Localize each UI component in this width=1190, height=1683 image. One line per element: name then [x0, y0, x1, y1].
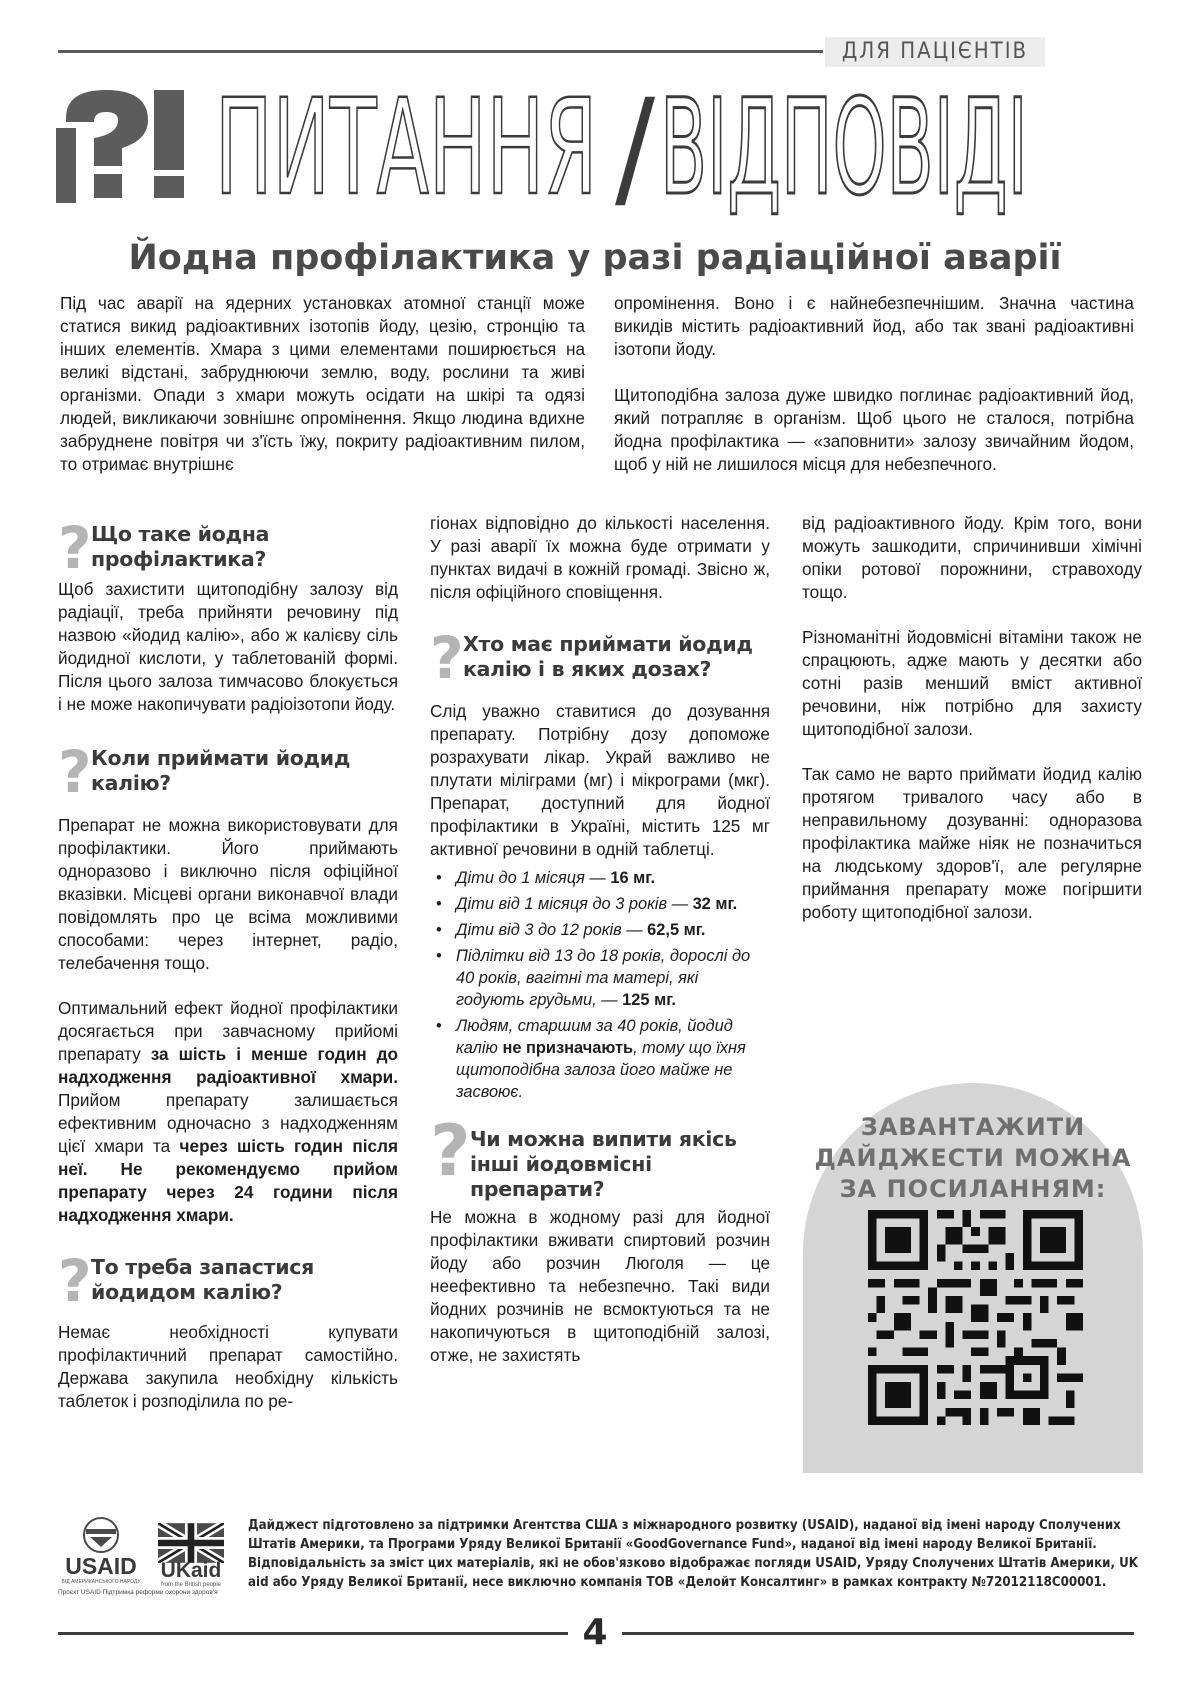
page-rule-right: [622, 1632, 1134, 1635]
answer-4: Немає необхідності купувати профілактичний препарат самостійно. Держава закупила необхідну кількість таблеток і розподілила по ре-: [58, 1322, 398, 1411]
download-card-line-3: ЗА ПОСИЛАННЯМ:: [839, 1175, 1107, 1203]
article-title: Йодна профілактика у разі радіаційної аварії: [128, 238, 1062, 278]
list-item: • Діти від 3 до 12 років — 62,5 мг.: [456, 919, 770, 941]
disclaimer: Дайджест підготовлено за підтримки Агентства США з міжнародного розвитку (USAID), наданої від імені народу Сполучених Штатів Америки, та Програми Уряду Великої Британії «GoodGovernance Fund», наданої від імені народу Великої Британії. Відповідальність за зміст цих матеріалів, які не обов'язково відображає погляди USAID, Уряду Сполучених Штатів Америки, UK aid або Уряду Великої Британії, несе виключно компанія ТОВ «Делойт Консалтинг» в рамках контракту №72012118C00001.: [248, 1518, 1138, 1590]
question-3-text: То треба запастися йодидом калію?: [91, 1255, 315, 1304]
answer-8: Так само не варто приймати йодид калію протягом тривалого часу або в неправильному дозуванні: одноразова профілактика майже ніяк не позначиться на людському здоров'ї, але регулярне приймання препарату може погіршити роботу щитоподібної залози.: [802, 764, 1142, 922]
intro-paragraph-right-1: опромінення. Воно і є найнебезпечнішим. Значна частина викидів містить радіоактивний йод, або так звані радіоактивні ізотопи йоду.: [614, 293, 1134, 359]
intro-paragraph-right-2: Щитоподібна залоза дуже швидко поглинає радіоактивний йод, який потрапляє в організм. Щоб цього не сталося, потрібна йодна профілактика — «заповнити» залозу звичайним йодом, щоб у ній не лишилося місця для небезпечного.: [614, 385, 1134, 474]
question-1-text: Що таке йодна профілактика?: [91, 522, 270, 571]
question-mark-icon: ?: [58, 1247, 92, 1315]
column-1: [58, 514, 399, 1413]
usaid-wordmark: USAID: [65, 1553, 137, 1579]
title-questions: ПИТАННЯ: [215, 71, 598, 225]
page-title: [215, 71, 1115, 225]
question-5-text: Чи можна випити якісь інші йодовмісні препарати?: [470, 1127, 737, 1201]
answer-5: Слід уважно ставитися до дозування препарату. Потрібну дозу допоможе розрахувати лікар. Украй важливо не плутати міліграми (мг) і мікрограми (мкг). Препарат, доступний для йодної профілактики в Україні, містить 125 мг активної речовини в одній таблетці.: [430, 701, 770, 859]
column-2: [430, 512, 770, 1367]
question-4-text: Хто має приймати йодид калію і в яких дозах?: [463, 632, 753, 681]
answer-3: Оптимальний ефект йодної профілактики досягається при завчасному прийомі препарату за шість і менше годин до надходження радіоактивної хмари. Прийом препарату залишається ефективним одночасно з надходженням цієї хмари та через шість годин після неї. Не рекомендуємо прийом препарату через 24 години після надходження хмари.: [58, 998, 399, 1225]
header-rule-left: [58, 50, 823, 53]
usaid-logo: [58, 1515, 144, 1587]
question-exclamation-logo: [56, 88, 194, 203]
answer-2: Препарат не можна використовувати для профілактики. Його приймають одноразово і виключно після офіційної вказівки. Місцеві органи виконавчої влади повідомлять про це всіма можливими способами: через інтернет, радіо, телебачення тощо.: [58, 815, 398, 973]
question-heading: [58, 1247, 398, 1315]
question-heading: [58, 738, 398, 806]
list-item: • Діти до 1 місяця — 16 мг.: [456, 867, 770, 889]
download-card-line-1: ЗАВАНТАЖИТИ: [860, 1113, 1086, 1141]
question-2-text: Коли приймати йодид калію?: [91, 746, 351, 795]
download-card-text: [803, 1112, 1143, 1205]
ukaid-wordmark: UKaid: [160, 1559, 222, 1582]
question-mark-icon: ?: [58, 514, 92, 582]
answer-6: Не можна в жодному разі для йодної профілактики вживати спиртовий розчин йоду або розчин Люголя — це неефективно та небезпечно. Такі види йодних розчинів не всмоктуються та не накопичуються в щитоподібній залозі, отже, не захистять: [430, 1207, 770, 1365]
question-mark-icon: ?: [430, 624, 464, 692]
download-card-line-2: ДАЙДЖЕСТИ МОЖНА: [814, 1144, 1132, 1172]
list-item: • Підлітки від 13 до 18 років, дорослі до 40 років, вагітні та матері, які годують грудьми, — 125 мг.: [456, 945, 770, 1011]
title-answers: ВІДПОВІДІ: [660, 71, 1028, 225]
intro-paragraph-left: Під час аварії на ядерних установках атомної станції може статися викид радіоактивних ізотопів йоду, цезію, стронцію та інших елементів. Хмара з цими елементами поширюється на великі відстані, забруднюючи землю, воду, рослини та живі організми. Опади з хмари можуть осідати на шкірі та одязі людей, викликаючи зовнішнє опромінення. Якщо людина вдихне забруднене повітря чи з'їсть їжу, покриту радіоактивним пилом, то отримає внутрішнє: [60, 293, 585, 474]
column-3: [802, 512, 1142, 924]
question-heading: [430, 624, 770, 692]
answer-7: Різноманітні йодовмісні вітаміни також не спрацюють, адже мають у десятки або сотні разів менший вміст активної речовини, ніж потрібно для захисту щитоподібної залози.: [802, 627, 1142, 739]
title-separator: /: [615, 71, 656, 225]
answer-1: Щоб захистити щитоподібну залозу від радіації, треба прийняти речовину під назвою «йодид калію», або ж калієву сіль йодидної кислоти, у таблетованій формі. Після цього залоза тимчасово блокується і не може накопичувати радіоізотопи йоду.: [58, 579, 398, 714]
question-mark-icon: ?: [430, 1110, 471, 1192]
answer-4-continued: гіонах відповідно до кількості населення. У разі аварії їх можна буде отримати у пунктах видачі в кожній громаді. Звісно ж, після офіційного сповіщення.: [430, 513, 770, 602]
question-mark-icon: ?: [58, 738, 92, 806]
ukaid-tagline: from the British people: [160, 1582, 222, 1588]
answer-6-continued: від радіоактивного йоду. Крім того, вони можуть зашкодити, спричинивши хімічні опіки ротової порожнини, стравоходу тощо.: [802, 513, 1142, 602]
qr-code[interactable]: [868, 1210, 1083, 1425]
question-heading: [58, 514, 398, 582]
intro-right: [614, 292, 1134, 476]
page-rule-left: [58, 1632, 568, 1635]
section-label: ДЛЯ ПАЦІЄНТІВ: [825, 37, 1045, 67]
question-heading: [430, 1110, 770, 1202]
ukaid-logo: [158, 1523, 224, 1587]
usaid-tagline: ВІД АМЕРИКАНСЬКОГО НАРОДУ: [61, 1579, 141, 1585]
page-number: 4: [582, 1612, 608, 1653]
union-flag-icon: [158, 1523, 224, 1563]
list-item: • Діти від 1 місяця до 3 років — 32 мг.: [456, 893, 770, 915]
list-item: • Людям, старшим за 40 років, йодид калію не призначають, тому що їхня щитоподібна залоза його майже не засвоює.: [456, 1015, 770, 1103]
dose-list: [430, 867, 770, 1103]
project-note: Проєкт USAID Підтримка реформи охорони здоров'я: [58, 1589, 218, 1596]
